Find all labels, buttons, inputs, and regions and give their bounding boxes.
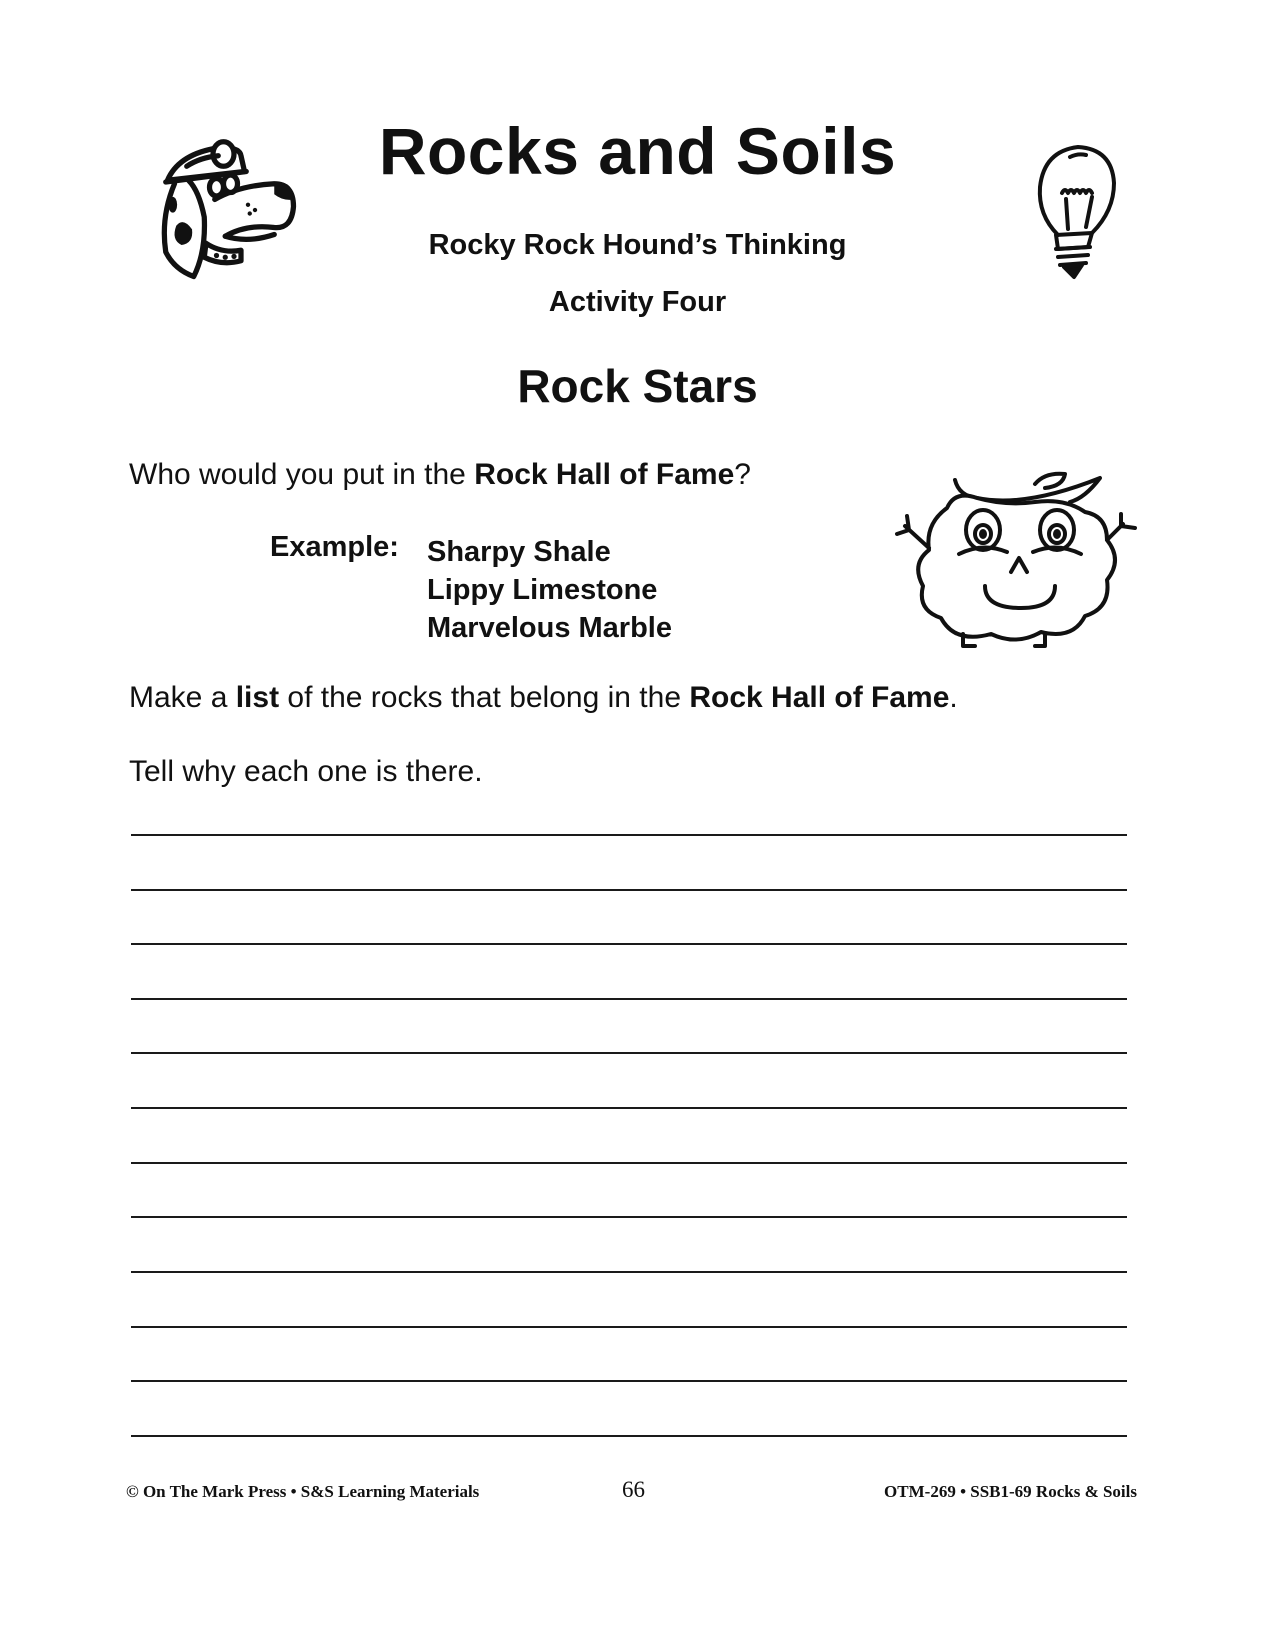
rock-character-icon [885, 468, 1145, 648]
instruction-text-part: of the rocks that belong in the [279, 681, 690, 714]
activity-label: Activity Four [548, 286, 727, 318]
question-text [129, 460, 751, 490]
example-item: Lippy Limestone [427, 574, 658, 606]
question-text-part: Who would you put in the [129, 458, 475, 491]
writing-line[interactable] [131, 1216, 1127, 1218]
writing-line[interactable] [131, 1271, 1127, 1273]
writing-line[interactable] [131, 889, 1127, 891]
example-label: Example: [270, 531, 399, 563]
footer-copyright: © On The Mark Press • S&S Learning Materials [126, 1482, 480, 1501]
writing-line[interactable] [131, 943, 1127, 945]
instruction-bold-term: Rock Hall of Fame [689, 681, 950, 714]
example-list [427, 533, 672, 647]
writing-line[interactable] [131, 1052, 1127, 1054]
instruction-list [129, 683, 958, 713]
writing-line[interactable] [131, 998, 1127, 1000]
example-item: Sharpy Shale [427, 536, 611, 568]
example-item: Marvelous Marble [427, 612, 672, 644]
writing-line[interactable] [131, 1435, 1127, 1437]
instruction-text-part: Make a [129, 681, 236, 714]
question-bold-term: Rock Hall of Fame [474, 458, 735, 491]
writing-line[interactable] [131, 1107, 1127, 1109]
instruction-text-part: . [949, 681, 958, 714]
instruction-tell-why: Tell why each one is there. [129, 755, 483, 788]
section-title: Rock Stars [517, 360, 758, 412]
writing-line[interactable] [131, 834, 1127, 836]
page-subtitle: Rocky Rock Hound’s Thinking [428, 229, 847, 261]
page-number: 66 [622, 1477, 645, 1502]
writing-line[interactable] [131, 1380, 1127, 1382]
writing-line[interactable] [131, 1162, 1127, 1164]
question-text-part: ? [734, 458, 751, 491]
footer-catalog: OTM-269 • SSB1-69 Rocks & Soils [884, 1482, 1137, 1501]
page-title: Rocks and Soils [378, 114, 897, 188]
instruction-bold-term: list [235, 681, 280, 714]
writing-line[interactable] [131, 1326, 1127, 1328]
